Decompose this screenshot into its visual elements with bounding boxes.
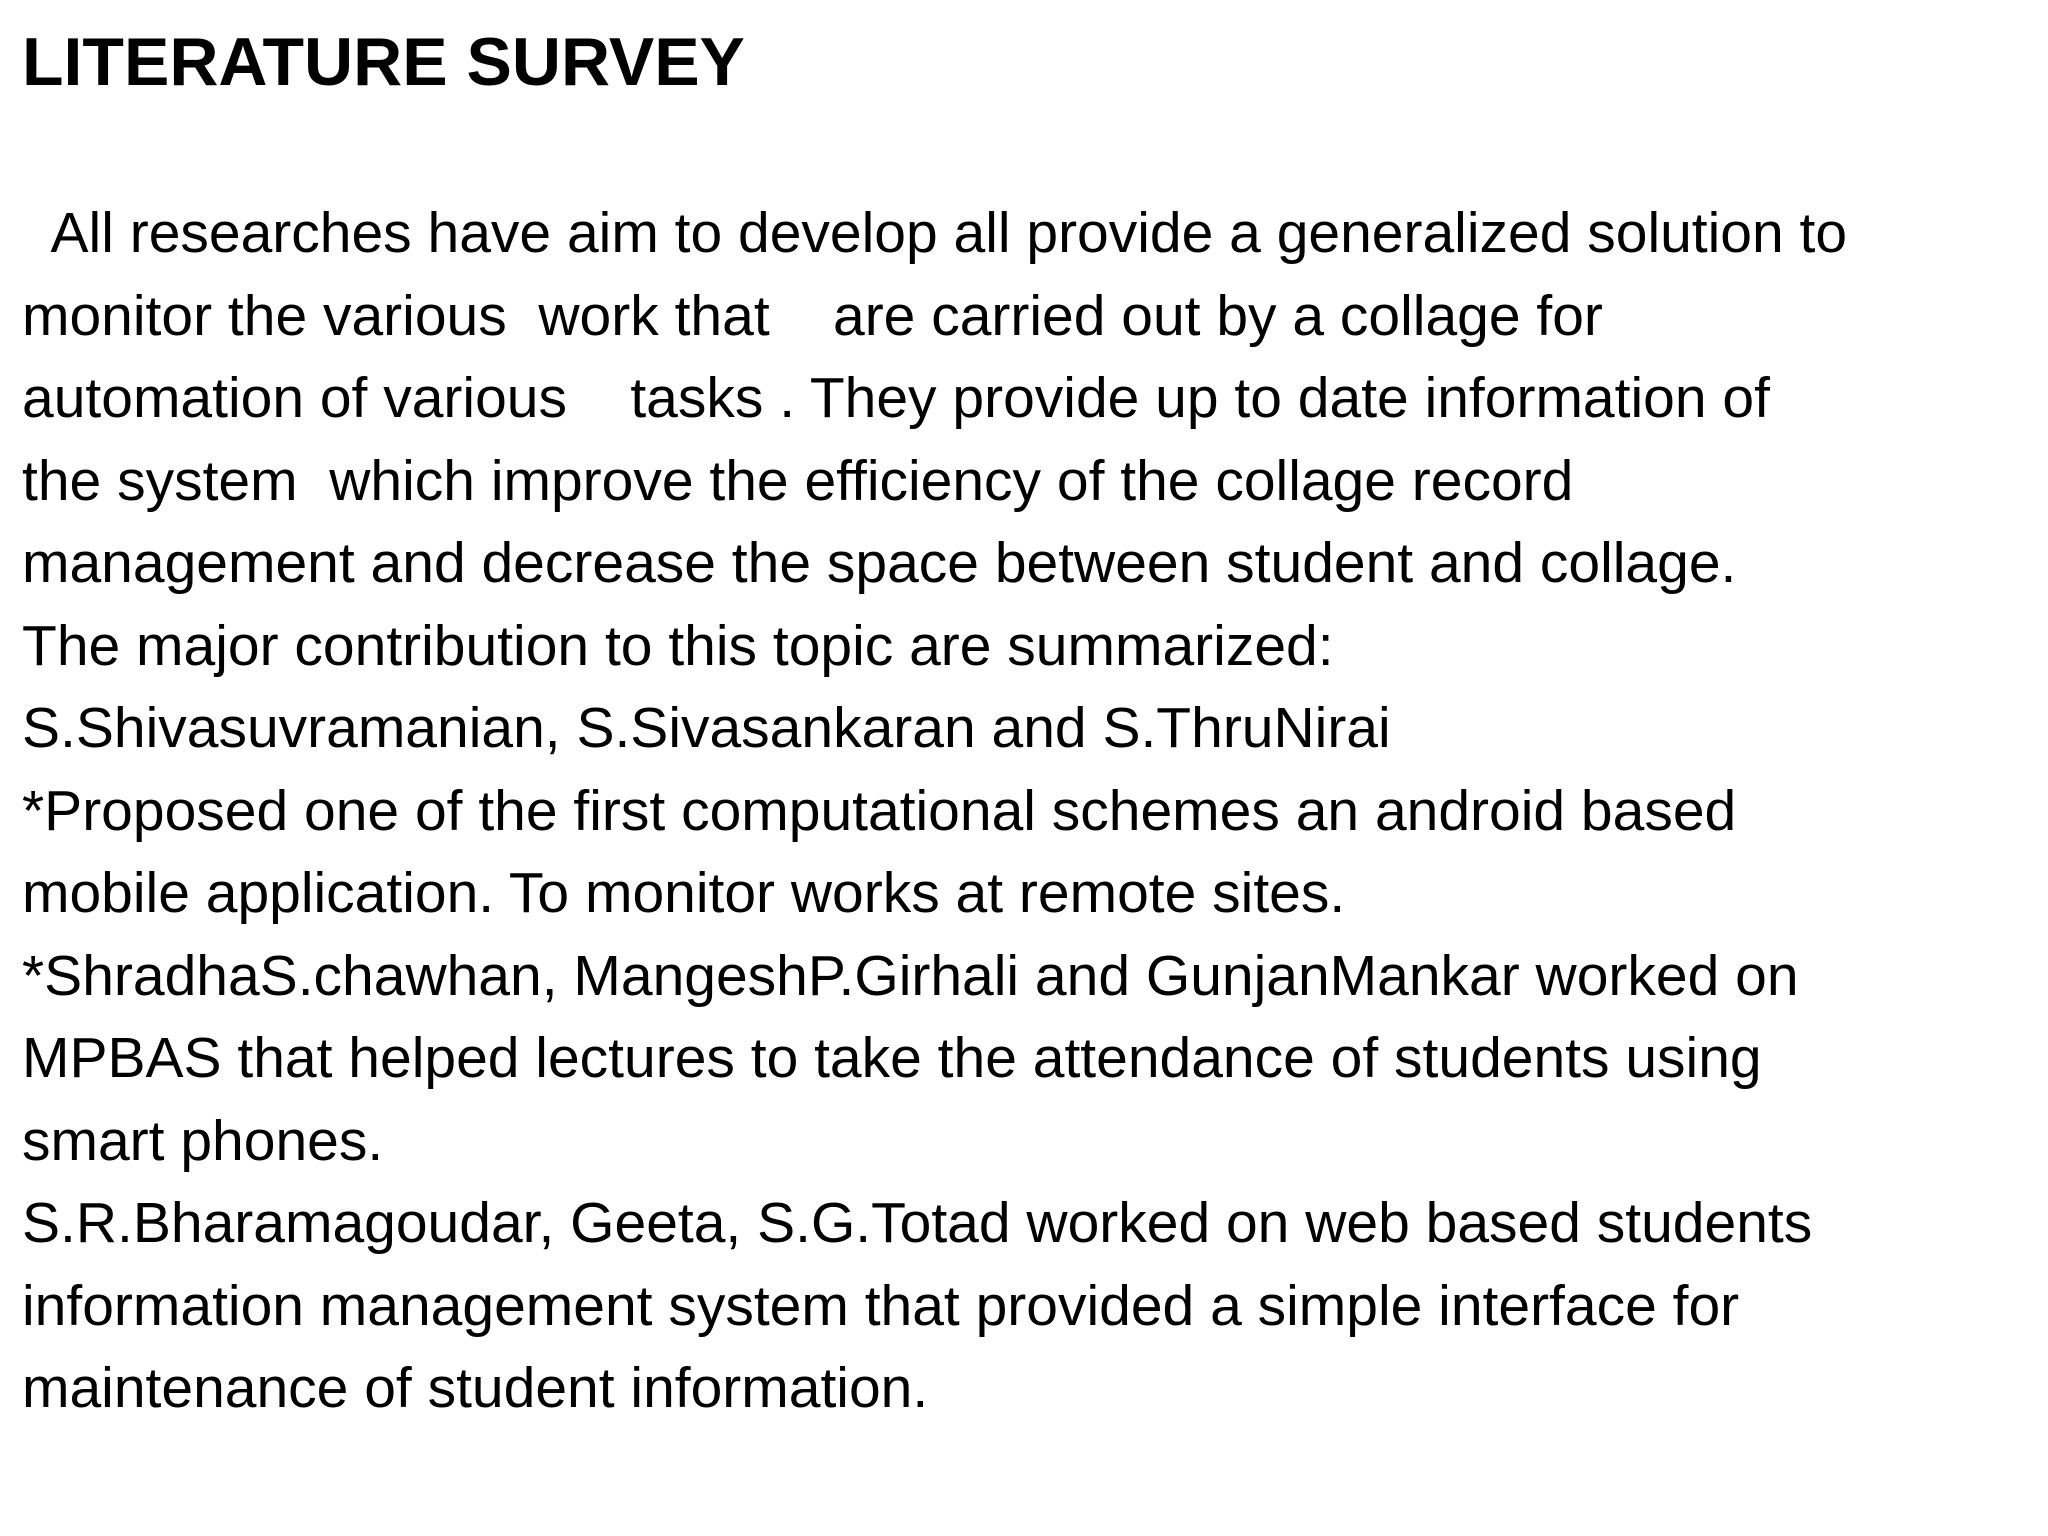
- body-line: *Proposed one of the first computational schemes an android based: [22, 778, 1737, 843]
- body-line: monitor the various work that are carried out by a collage for: [22, 283, 1603, 348]
- body-line: the system which improve the efficiency of the collage record: [22, 448, 1574, 513]
- slide-body: [22, 192, 2032, 1430]
- body-line: automation of various tasks . They provide up to date information of: [22, 366, 1770, 430]
- slide-title: LITERATURE SURVEY: [22, 24, 745, 100]
- body-line: *ShradhaS.chawhan, MangeshP.Girhali and GunjanMankar worked on: [22, 943, 1799, 1008]
- body-line: management and decrease the space between student and collage.: [22, 531, 1737, 595]
- body-line: smart phones.: [22, 1108, 384, 1173]
- body-line: S.R.Bharamagoudar, Geeta, S.G.Totad worked on web based students: [22, 1191, 1813, 1255]
- body-line: information management system that provided a simple interface for: [22, 1273, 1740, 1338]
- body-line: mobile application. To monitor works at remote sites.: [22, 861, 1346, 925]
- body-line: All researches have aim to develop all provide a generalized solution to: [22, 201, 1848, 265]
- body-line: The major contribution to this topic are summarized:: [22, 613, 1334, 678]
- body-line: maintenance of student information.: [22, 1356, 929, 1420]
- body-line: MPBAS that helped lectures to take the attendance of students using: [22, 1026, 1762, 1090]
- body-line: S.Shivasuvramanian, S.Sivasankaran and S.ThruNirai: [22, 696, 1391, 760]
